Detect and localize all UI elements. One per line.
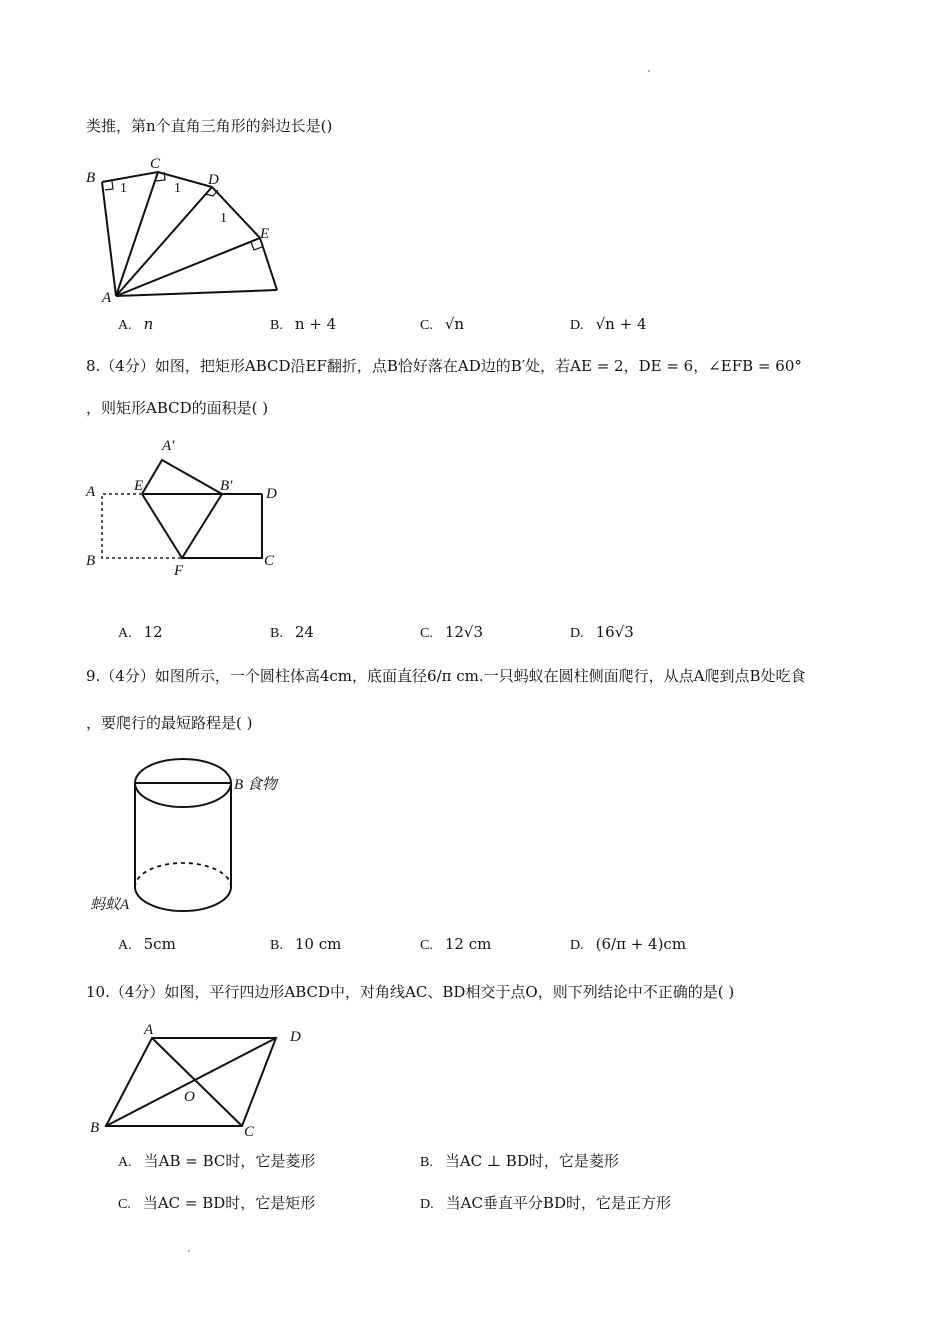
label-O: O — [184, 1089, 195, 1105]
q7-option-b: B. n + 4 — [270, 315, 337, 333]
q8-figure-folded-rectangle — [80, 432, 300, 582]
label-B-prime: B′ — [220, 478, 233, 494]
q7-option-c: C. √n — [420, 315, 465, 333]
label-E: E — [260, 226, 270, 242]
q10-option-c: C. 当AC = BD时，它是矩形 — [118, 1194, 316, 1212]
q7-figure-right-triangles — [80, 150, 380, 310]
label-F: F — [174, 563, 184, 579]
q10-figure-parallelogram — [86, 1020, 326, 1140]
label-D: D — [266, 486, 277, 502]
label-side-1: 1 — [174, 181, 181, 196]
scan-dot — [188, 1250, 190, 1252]
q8-stem-line1: 8.（4分）如图，把矩形ABCD沿EF翻折，点B恰好落在AD边的B′处，若AE = 2，DE = 6，∠EFB = 60° — [86, 357, 802, 375]
label-A: A — [102, 290, 112, 306]
q8-stem-line2: ，则矩形ABCD的面积是( ) — [86, 399, 269, 417]
q7-option-a: A. n — [118, 315, 154, 333]
q7-option-d: D. √n + 4 — [570, 315, 647, 333]
q8-option-d: D. 16√3 — [570, 623, 634, 641]
label-C: C — [264, 553, 275, 569]
q8-option-b: B. 24 — [270, 623, 314, 641]
q10-option-a: A. 当AB = BC时，它是菱形 — [118, 1152, 316, 1170]
q9-option-b: B. 10 cm — [270, 935, 342, 953]
label-B: B — [90, 1120, 100, 1136]
label-A: A — [86, 484, 96, 500]
label-side-1: 1 — [120, 181, 127, 196]
label-D: D — [208, 172, 219, 188]
label-ant-A: 蚂蚁A — [90, 897, 130, 913]
q9-option-d: D. (6/π + 4)cm — [570, 935, 687, 953]
q9-figure-cylinder — [84, 752, 324, 922]
label-B-food: B 食物 — [234, 777, 277, 793]
q9-stem-line1: 9.（4分）如图所示，一个圆柱体高4cm，底面直径6/π cm.一只蚂蚁在圆柱侧面爬行，从点A爬到点B处吃食 — [86, 667, 806, 685]
scan-dot — [648, 70, 650, 72]
label-A-prime: A′ — [162, 438, 175, 454]
q10-stem: 10.（4分）如图，平行四边形ABCD中，对角线AC、BD相交于点O，则下列结论中不正确的是( ) — [86, 983, 735, 1001]
q9-stem-line2: ，要爬行的最短路程是( ) — [86, 714, 253, 732]
label-B: B — [86, 170, 96, 186]
label-C: C — [244, 1124, 255, 1140]
q9-option-c: C. 12 cm — [420, 935, 492, 953]
q10-option-d: D. 当AC垂直平分BD时，它是正方形 — [420, 1194, 671, 1212]
q7-stem: 类推，第n个直角三角形的斜边长是() — [86, 117, 333, 135]
q10-option-b: B. 当AC ⊥ BD时，它是菱形 — [420, 1152, 619, 1170]
label-side-1: 1 — [220, 211, 227, 226]
label-D: D — [290, 1029, 301, 1045]
label-C: C — [150, 156, 161, 172]
label-E: E — [134, 478, 144, 494]
q9-option-a: A. 5cm — [118, 935, 176, 953]
q8-option-c: C. 12√3 — [420, 623, 484, 641]
label-A: A — [144, 1022, 154, 1038]
label-B: B — [86, 553, 96, 569]
q8-option-a: A. 12 — [118, 623, 163, 641]
